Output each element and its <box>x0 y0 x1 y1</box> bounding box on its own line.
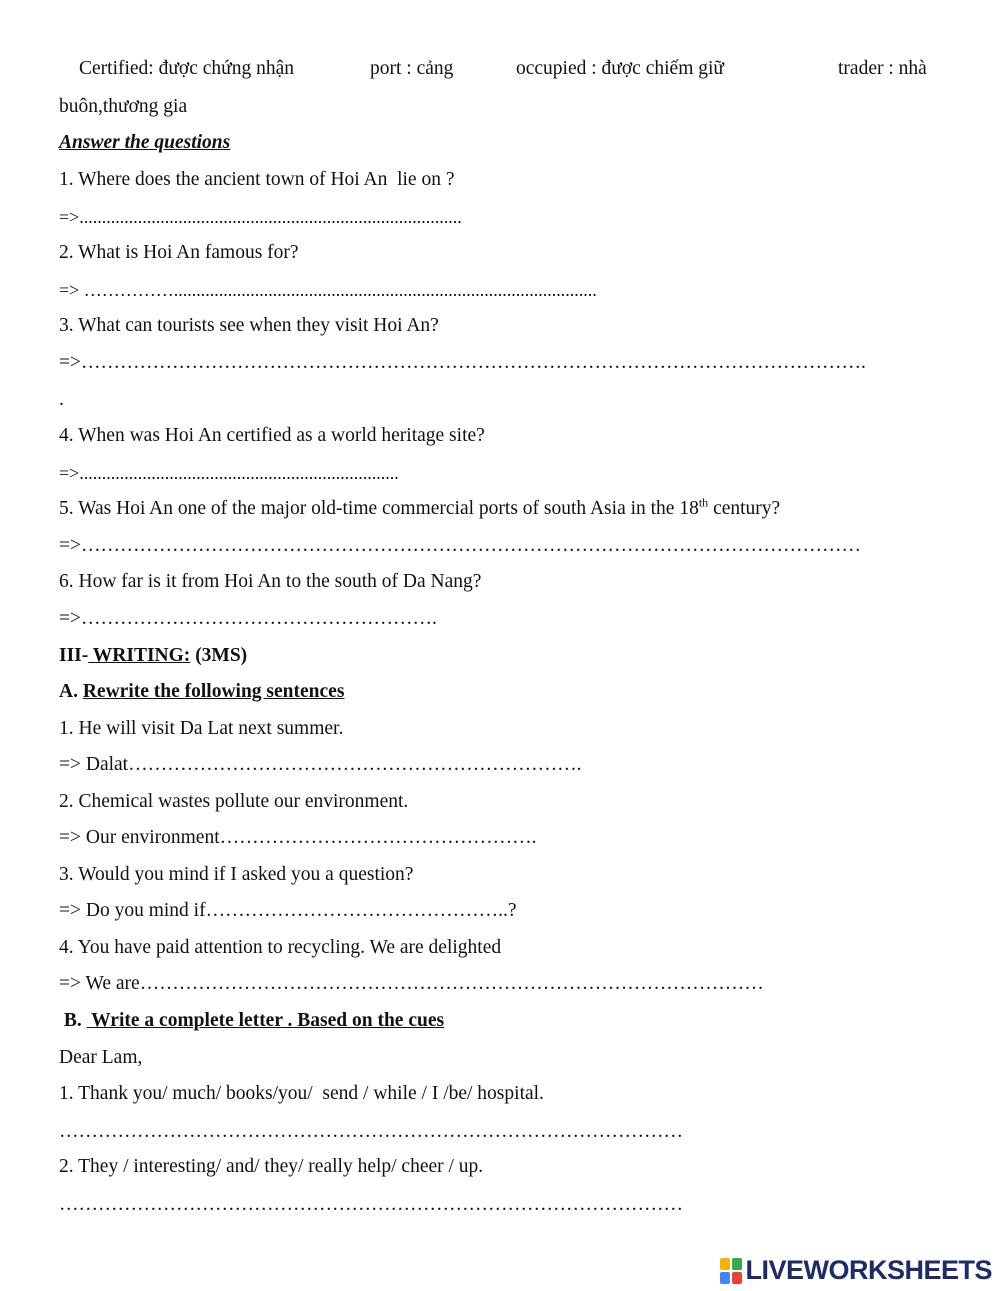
vocab-occupied: occupied : được chiếm giữ <box>516 58 724 79</box>
letter-cue-1: 1. Thank you/ much/ books/you/ send / while / I /be/ hospital. <box>59 1083 544 1104</box>
writing-section-title: WRITING: <box>88 645 191 666</box>
rewrite-answer-4[interactable]: => We are…………………………………………………………………………………… <box>59 973 764 994</box>
rewrite-sentence-2: 2. Chemical wastes pollute our environment. <box>59 791 409 812</box>
rewrite-answer-2[interactable]: => Our environment…………………………………………. <box>59 827 537 848</box>
part-b-heading <box>59 1009 444 1033</box>
logo-mark-square <box>732 1272 742 1284</box>
liveworksheets-logo-text: LIVEWORKSHEETS <box>745 1255 992 1285</box>
answer-line-2[interactable]: => …………….............................................................................................. <box>59 280 597 300</box>
writing-section-marks: (3MS) <box>190 645 248 666</box>
question-5-end: century? <box>708 498 781 519</box>
question-3: 3. What can tourists see when they visit Hoi An? <box>59 315 439 336</box>
logo-mark-square <box>732 1258 742 1270</box>
answer-line-4[interactable]: =>....................................................................... <box>59 463 399 483</box>
rewrite-sentence-1: 1. He will visit Da Lat next summer. <box>59 718 344 739</box>
vocab-trader: trader : nhà <box>838 58 927 79</box>
question-4: 4. When was Hoi An certified as a world heritage site? <box>59 425 485 446</box>
answer-questions-heading: Answer the questions <box>59 132 231 153</box>
part-b-label: B. <box>59 1010 87 1031</box>
writing-section-heading <box>59 644 247 668</box>
letter-greeting: Dear Lam, <box>59 1047 143 1068</box>
rewrite-sentence-4: 4. You have paid attention to recycling. We are delighted <box>59 937 502 958</box>
vocab-certified: Certified: được chứng nhận <box>79 58 295 79</box>
question-5-superscript: th <box>698 495 709 510</box>
logo-mark-square <box>720 1272 730 1284</box>
vocab-port: port : cảng <box>370 58 454 79</box>
vocab-trader-continued: buôn,thương gia <box>59 96 188 117</box>
part-a-heading <box>59 680 344 704</box>
part-a-label: A. <box>59 681 83 702</box>
question-5 <box>59 497 780 521</box>
liveworksheets-mark-icon <box>720 1258 742 1284</box>
writing-section-number: III- <box>59 645 89 666</box>
rewrite-sentence-3: 3. Would you mind if I asked you a question? <box>59 864 414 885</box>
answer-line-5[interactable]: =>………………………………………………………………………………………………………… <box>59 535 861 556</box>
question-1: 1. Where does the ancient town of Hoi An lie on ? <box>59 169 455 190</box>
rewrite-answer-1[interactable]: => Dalat……………………………………………………………. <box>59 754 582 775</box>
part-b-title: Write a complete letter . Based on the cues <box>86 1010 445 1031</box>
question-5-text: 5. Was Hoi An one of the major old-time commercial ports of south Asia in the 18 <box>59 498 699 519</box>
answer-line-3[interactable]: =>…………………………………………………………………………………………………………. <box>59 352 866 373</box>
part-a-title: Rewrite the following sentences <box>82 681 345 702</box>
answer-line-6[interactable]: =>………………………………………………. <box>59 608 437 629</box>
rewrite-answer-3[interactable]: => Do you mind if………………………………………..? <box>59 900 517 921</box>
question-6: 6. How far is it from Hoi An to the south of Da Nang? <box>59 571 482 592</box>
liveworksheets-logo <box>720 1255 992 1286</box>
letter-answer-1[interactable]: …………………………………………………………………………………… <box>59 1121 683 1142</box>
question-2: 2. What is Hoi An famous for? <box>59 242 299 263</box>
answer-line-1[interactable]: =>..................................................................................... <box>59 207 462 227</box>
letter-answer-2[interactable]: …………………………………………………………………………………… <box>59 1194 683 1215</box>
answer-line-3-continued: . <box>59 389 64 410</box>
letter-cue-2: 2. They / interesting/ and/ they/ really help/ cheer / up. <box>59 1156 484 1177</box>
logo-mark-square <box>720 1258 730 1270</box>
